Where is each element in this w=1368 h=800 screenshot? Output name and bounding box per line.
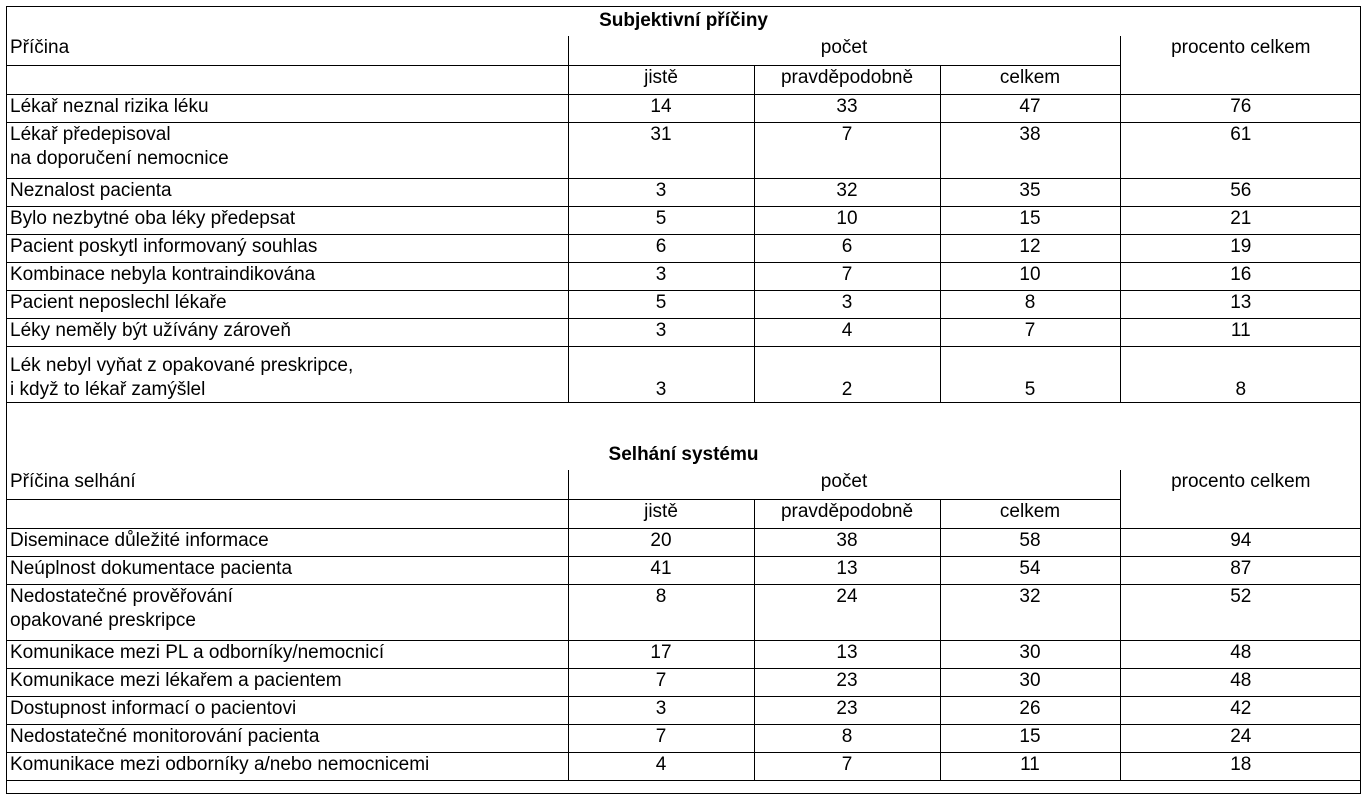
cell-probable: 7 <box>754 752 940 780</box>
cell-sure: 4 <box>568 752 754 780</box>
cell-total: 15 <box>940 206 1120 234</box>
cell-probable: 2 <box>754 346 940 402</box>
system-failure-table <box>6 440 1361 781</box>
column-header-cause: Příčina selhání <box>6 470 568 499</box>
cell-total: 35 <box>940 178 1120 206</box>
section-title: Selhání systému <box>608 444 759 465</box>
column-header-empty <box>6 499 568 528</box>
table-row <box>6 528 1361 556</box>
column-header-percent: procento celkem <box>1120 36 1361 94</box>
cell-sure: 5 <box>568 290 754 318</box>
row-cause-label <box>6 346 568 402</box>
cell-percent: 11 <box>1120 318 1361 346</box>
column-header-cause: Příčina <box>6 36 568 65</box>
cell-total: 38 <box>940 122 1120 178</box>
cell-percent: 56 <box>1120 178 1361 206</box>
row-cause-label <box>6 290 568 318</box>
cell-total: 10 <box>940 262 1120 290</box>
cell-sure: 7 <box>568 668 754 696</box>
cell-probable: 7 <box>754 262 940 290</box>
cause-label-line: Komunikace mezi PL a odborníky/nemocnicí <box>10 641 385 663</box>
column-header-sure: jistě <box>568 65 754 94</box>
cell-probable: 10 <box>754 206 940 234</box>
row-cause-label <box>6 668 568 696</box>
cell-total: 11 <box>940 752 1120 780</box>
cause-label-line: opakované preskripce <box>10 609 196 631</box>
cause-label-line: Neznalost pacienta <box>10 179 172 201</box>
row-cause-label <box>6 262 568 290</box>
column-header-percent: procento celkem <box>1120 470 1361 528</box>
table-row <box>6 752 1361 780</box>
cell-sure: 31 <box>568 122 754 178</box>
cell-percent: 19 <box>1120 234 1361 262</box>
cell-sure: 6 <box>568 234 754 262</box>
cell-probable: 7 <box>754 122 940 178</box>
cell-sure: 41 <box>568 556 754 584</box>
row-cause-label <box>6 234 568 262</box>
cell-percent: 24 <box>1120 724 1361 752</box>
cell-probable: 8 <box>754 724 940 752</box>
row-cause-label <box>6 122 568 178</box>
section2-rows <box>6 528 1361 780</box>
cell-total: 54 <box>940 556 1120 584</box>
row-cause-label <box>6 556 568 584</box>
table-row <box>6 346 1361 402</box>
cause-label-line: Nedostatečné monitorování pacienta <box>10 725 320 747</box>
table-row <box>6 234 1361 262</box>
cell-sure: 20 <box>568 528 754 556</box>
table-row <box>6 668 1361 696</box>
cell-total: 30 <box>940 668 1120 696</box>
cause-label-line: Kombinace nebyla kontraindikována <box>10 263 316 285</box>
cell-probable: 23 <box>754 668 940 696</box>
cell-total: 8 <box>940 290 1120 318</box>
column-header-sure: jistě <box>568 499 754 528</box>
table-row <box>6 724 1361 752</box>
cell-percent: 61 <box>1120 122 1361 178</box>
cell-probable: 13 <box>754 640 940 668</box>
table-row <box>6 584 1361 640</box>
column-header-total: celkem <box>940 499 1120 528</box>
table-row <box>6 178 1361 206</box>
subjective-causes-table <box>6 6 1361 403</box>
row-cause-label <box>6 584 568 640</box>
cause-label-line: Komunikace mezi odborníky a/nebo nemocnicemi <box>10 753 430 775</box>
cell-percent: 21 <box>1120 206 1361 234</box>
column-header-empty <box>6 65 568 94</box>
row-cause-label <box>6 178 568 206</box>
row-cause-label <box>6 752 568 780</box>
cause-label-line: Lék nebyl vyňat z opakované preskripce, <box>10 354 354 376</box>
cell-total: 30 <box>940 640 1120 668</box>
cell-total: 58 <box>940 528 1120 556</box>
cell-sure: 3 <box>568 262 754 290</box>
cell-sure: 17 <box>568 640 754 668</box>
cause-label-line: Pacient poskytl informovaný souhlas <box>10 235 318 257</box>
cell-percent: 94 <box>1120 528 1361 556</box>
row-cause-label <box>6 724 568 752</box>
cell-percent: 18 <box>1120 752 1361 780</box>
cell-sure: 14 <box>568 94 754 122</box>
table-row <box>6 122 1361 178</box>
cell-percent: 76 <box>1120 94 1361 122</box>
row-cause-label <box>6 206 568 234</box>
cause-label-line: i když to lékař zamýšlel <box>10 378 206 400</box>
cell-sure: 3 <box>568 346 754 402</box>
section-title: Subjektivní příčiny <box>599 10 768 31</box>
cause-label-line: Komunikace mezi lékařem a pacientem <box>10 669 342 691</box>
cell-percent: 52 <box>1120 584 1361 640</box>
cause-label-line: Lékař neznal rizika léku <box>10 95 209 117</box>
cause-label-line: Bylo nezbytné oba léky předepsat <box>10 207 296 229</box>
cell-sure: 5 <box>568 206 754 234</box>
cause-label-line: na doporučení nemocnice <box>10 147 229 169</box>
column-header-total: celkem <box>940 65 1120 94</box>
cell-sure: 3 <box>568 696 754 724</box>
table-row <box>6 318 1361 346</box>
section1-rows <box>6 94 1361 402</box>
cell-total: 7 <box>940 318 1120 346</box>
cell-probable: 6 <box>754 234 940 262</box>
row-cause-label <box>6 318 568 346</box>
cause-label-line: Pacient neposlechl lékaře <box>10 291 227 313</box>
cell-total: 26 <box>940 696 1120 724</box>
cell-percent: 42 <box>1120 696 1361 724</box>
row-cause-label <box>6 94 568 122</box>
cell-probable: 32 <box>754 178 940 206</box>
row-cause-label <box>6 640 568 668</box>
cell-probable: 24 <box>754 584 940 640</box>
cell-probable: 23 <box>754 696 940 724</box>
cell-total: 15 <box>940 724 1120 752</box>
table-row <box>6 262 1361 290</box>
table-row <box>6 206 1361 234</box>
cell-total: 32 <box>940 584 1120 640</box>
cell-total: 5 <box>940 346 1120 402</box>
row-cause-label <box>6 528 568 556</box>
cell-percent: 87 <box>1120 556 1361 584</box>
cause-label-line: Léky neměly být užívány zároveň <box>10 319 291 341</box>
column-header-count: počet <box>568 36 1120 65</box>
cell-sure: 7 <box>568 724 754 752</box>
cell-sure: 3 <box>568 318 754 346</box>
table-row <box>6 94 1361 122</box>
cell-probable: 38 <box>754 528 940 556</box>
cell-probable: 3 <box>754 290 940 318</box>
cell-percent: 16 <box>1120 262 1361 290</box>
cell-sure: 3 <box>568 178 754 206</box>
table-row <box>6 556 1361 584</box>
table-row <box>6 640 1361 668</box>
row-cause-label <box>6 696 568 724</box>
cell-percent: 8 <box>1120 346 1361 402</box>
cause-label-line: Neúplnost dokumentace pacienta <box>10 557 293 579</box>
cause-label-line: Lékař předepisoval <box>10 123 171 145</box>
cause-label-line: Nedostatečné prověřování <box>10 585 233 607</box>
cause-label-line: Dostupnost informací o pacientovi <box>10 697 297 719</box>
cell-probable: 13 <box>754 556 940 584</box>
column-header-probable: pravděpodobně <box>754 499 940 528</box>
cell-sure: 8 <box>568 584 754 640</box>
column-header-count: počet <box>568 470 1120 499</box>
cell-total: 12 <box>940 234 1120 262</box>
cause-label-line: Diseminace důležité informace <box>10 529 269 551</box>
table-row <box>6 290 1361 318</box>
column-header-probable: pravděpodobně <box>754 65 940 94</box>
cell-probable: 33 <box>754 94 940 122</box>
cell-probable: 4 <box>754 318 940 346</box>
cell-percent: 48 <box>1120 668 1361 696</box>
cell-percent: 13 <box>1120 290 1361 318</box>
cell-total: 47 <box>940 94 1120 122</box>
table-row <box>6 696 1361 724</box>
cell-percent: 48 <box>1120 640 1361 668</box>
